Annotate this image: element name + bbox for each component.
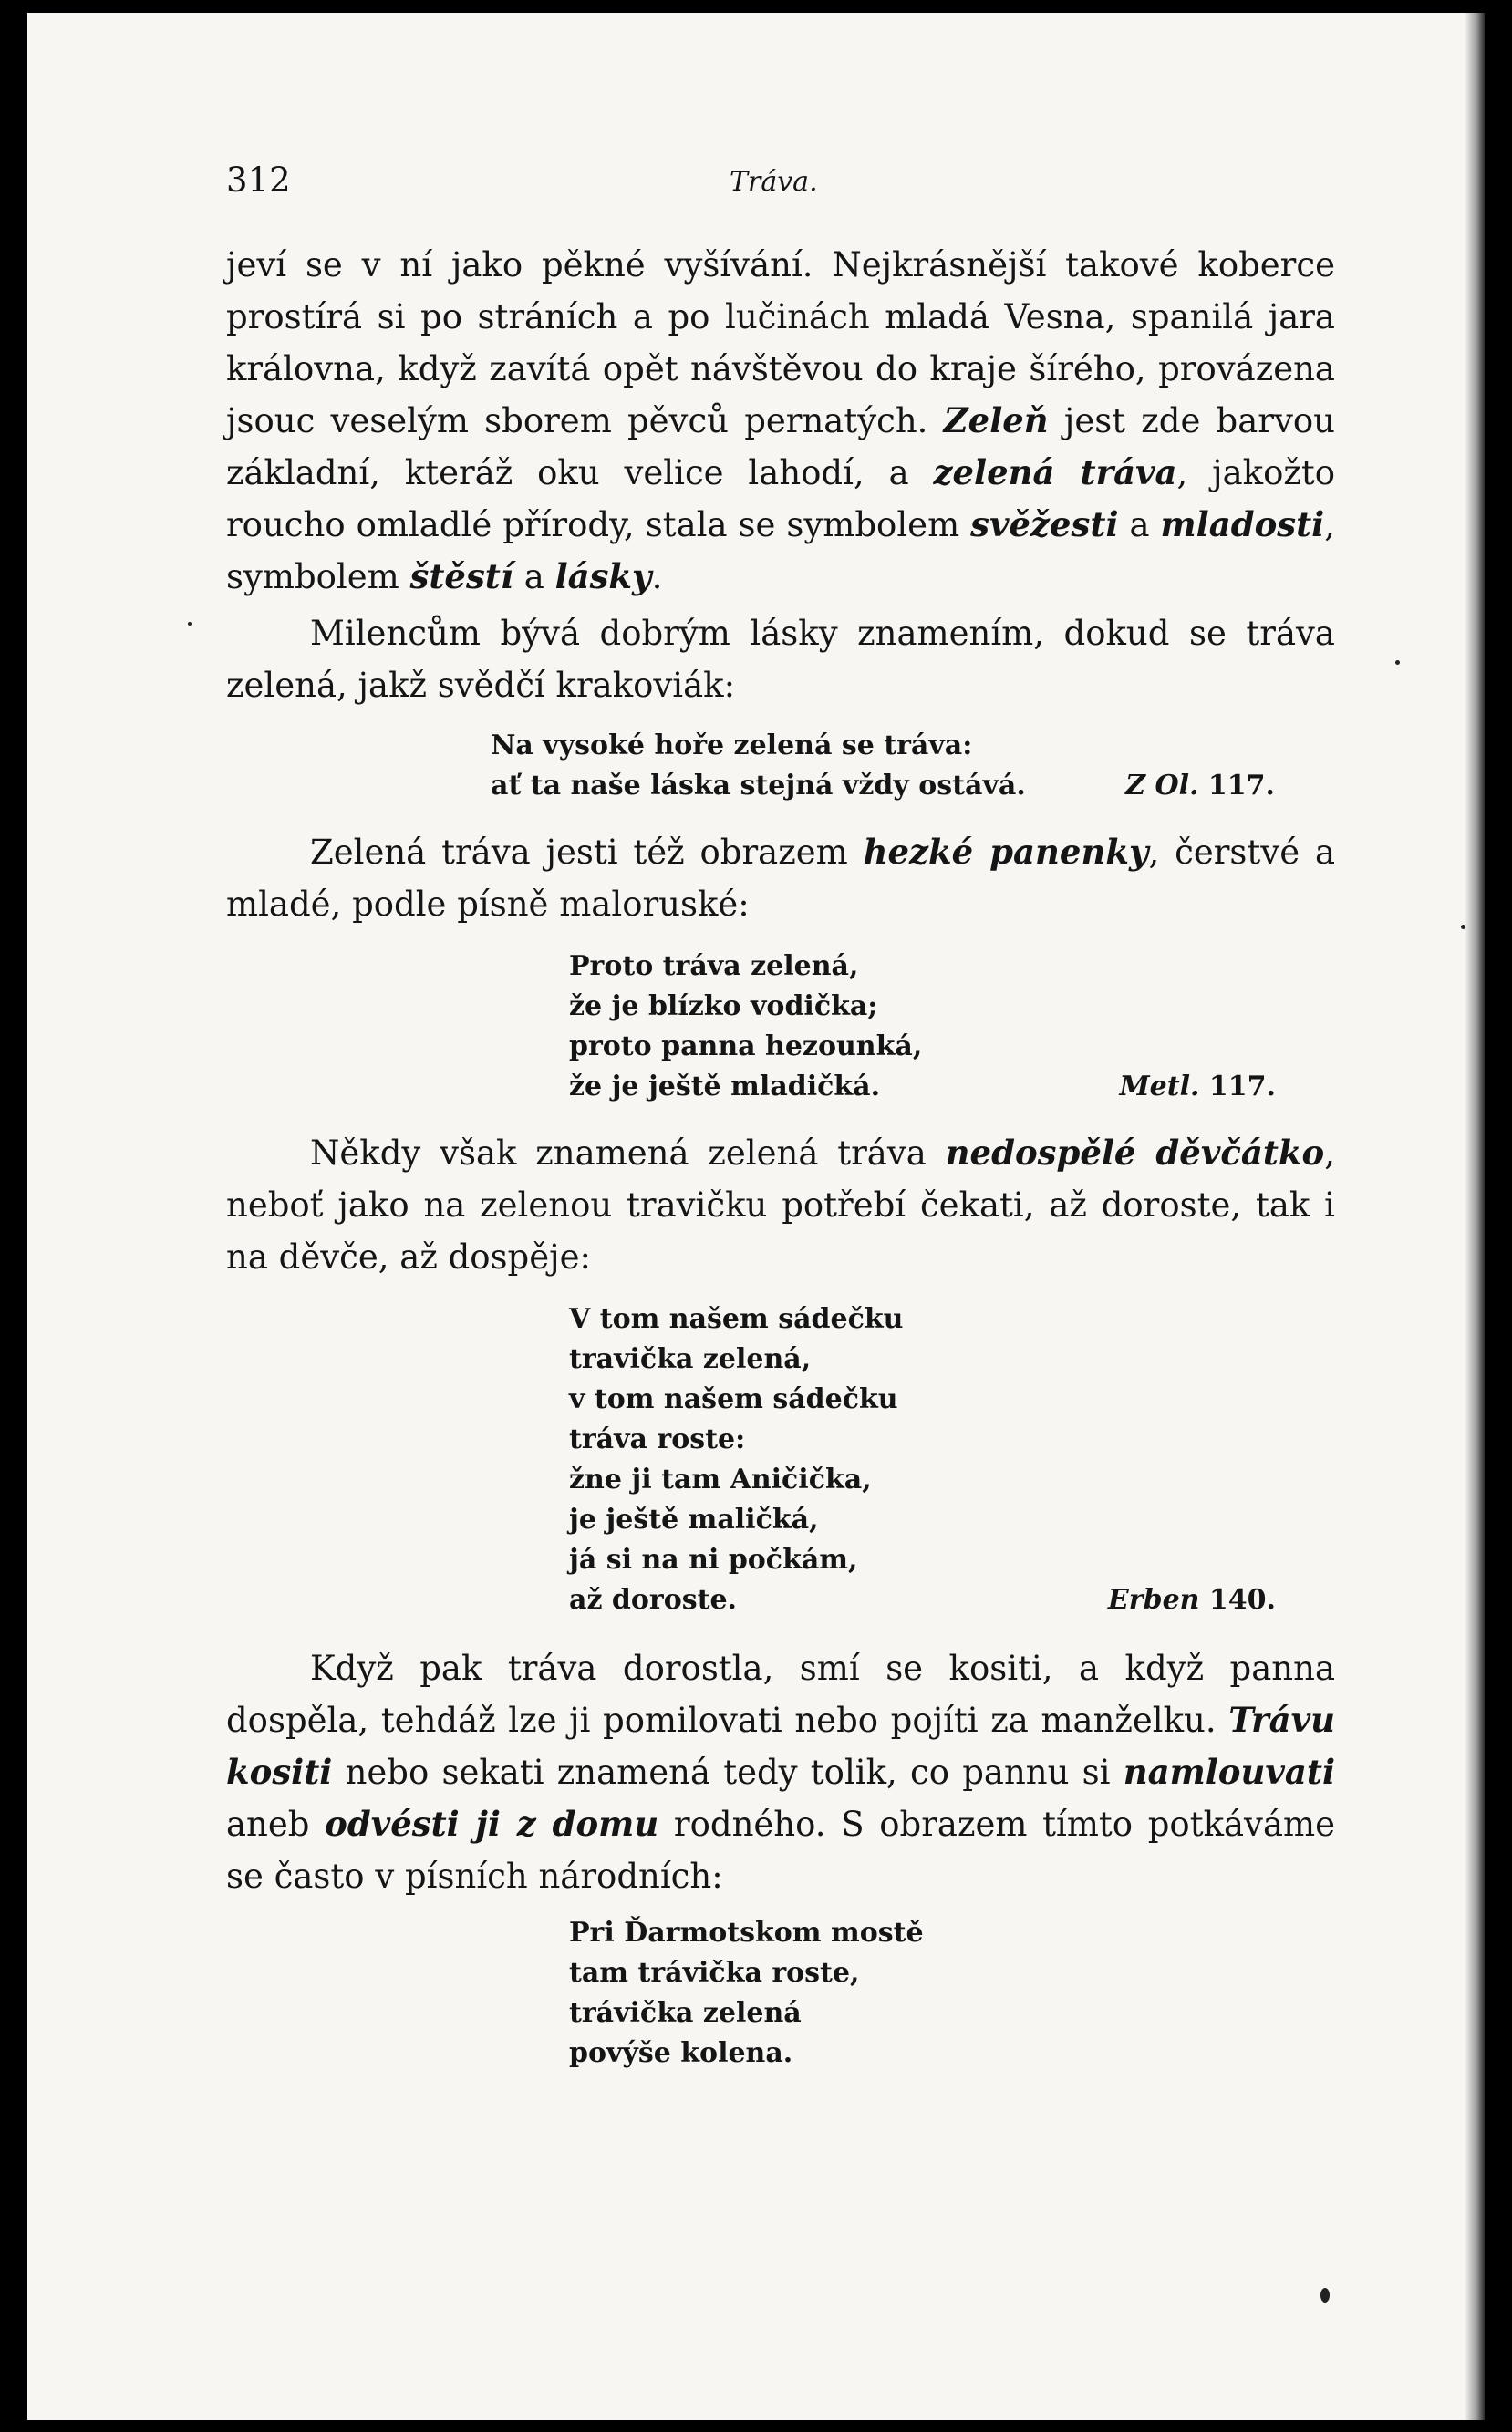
emphasis: lásky	[554, 556, 652, 596]
scan-speck	[1320, 2288, 1330, 2303]
book-page	[27, 13, 1485, 2420]
verse-maloruska	[226, 947, 1335, 1107]
paragraph-3: Zelená tráva jesti též obrazem hezké panenky, čerstvé a mladé, podle písně maloruské:	[226, 832, 1336, 924]
verse-line: V tom našem sádečku	[569, 1303, 904, 1335]
verse-line: žne ji tam Aničička,	[569, 1464, 872, 1495]
verse-line: trávička zelená	[569, 1997, 802, 2029]
emphasis: hezké panenky	[863, 832, 1149, 872]
verse-line: až doroste. Erben 140.	[569, 1580, 1276, 1620]
running-title: Tráva.	[730, 166, 818, 198]
verse-line: je ještě maličká,	[569, 1504, 819, 1536]
verse-line: tráva roste:	[569, 1423, 746, 1455]
verse-source: Z Ol. 117.	[1125, 770, 1275, 802]
emphasis: svěžesti	[970, 504, 1119, 544]
verse-line: že je blízko vodička;	[569, 990, 878, 1022]
verse-slovak	[226, 1913, 1335, 2074]
scan-speck	[1461, 925, 1465, 929]
verse-line: v tom našem sádečku	[569, 1383, 898, 1415]
verse-line: tam trávička roste,	[569, 1957, 860, 1989]
verse-source: Erben 140.	[1107, 1584, 1276, 1616]
verse-line: já si na ni počkám,	[569, 1544, 858, 1576]
verse-krakoviak	[226, 726, 1335, 806]
scan-speck	[1395, 660, 1400, 665]
verse-source: Metl. 117.	[1119, 1071, 1276, 1102]
verse-line: ať ta naše láska stejná vždy ostává. Z Ol. 117.	[491, 766, 1275, 806]
paragraph-2: Milencům bývá dobrým lásky znamením, dokud se tráva zelená, jakž svědčí krakoviák:	[226, 614, 1335, 705]
emphasis: zelená tráva	[933, 452, 1177, 492]
scan-speck	[188, 622, 192, 626]
emphasis: Zeleň	[943, 400, 1049, 440]
emphasis: štěstí	[409, 556, 513, 596]
verse-line: proto panna hezounká,	[569, 1030, 923, 1062]
paragraph-5: Když pak tráva dorostla, smí se kositi, a když panna dospěla, tehdáž lze ji pomilovati nebo pojíti za manželku. Trávu kositi nebo sekati znamená tedy tolik, co pannu si namlouvati aneb odvésti ji z domu rodného. S obrazem tímto potkáváme se často v písních národních:	[226, 1649, 1335, 1896]
scan-edge	[1465, 13, 1485, 2420]
paragraph-1: jeví se v ní jako pěkné vyšívání. Nejkrásnější takové koberce prostírá si po stráních a po lučinách mladá Vesna, spanilá jara královna, když zavítá opět návštěvou do kraje šírého, provázena jsouc veselým sborem pěvců pernatých. Zeleň jest zde barvou základní, kteráž oku velice lahodí, a zelená tráva, jakožto roucho omladlé přírody, stala se symbolem svěžesti a mladosti, symbolem štěstí a lásky.	[226, 245, 1335, 596]
verse-line: Na vysoké hoře zelená se tráva:	[491, 730, 973, 761]
emphasis: namlouvati	[1123, 1752, 1335, 1792]
paragraph-4: Někdy však znamená zelená tráva nedospělé děvčátko, neboť jako na zelenou travičku potřebí čekati, až doroste, tak i na děvče, až dospěje:	[226, 1133, 1336, 1277]
page-number: 312	[226, 160, 291, 200]
verse-erben	[226, 1299, 1335, 1620]
emphasis: nedospělé děvčátko	[945, 1133, 1325, 1173]
emphasis: Trávu kositi	[226, 1700, 1335, 1792]
text-column	[226, 239, 1335, 2074]
verse-line: povýše kolena.	[569, 2037, 793, 2069]
emphasis: mladosti	[1160, 504, 1325, 544]
verse-line: Proto tráva zelená,	[569, 950, 859, 982]
verse-line: Pri Ďarmotskom mostě	[569, 1917, 924, 1949]
verse-line: že je ještě mladičká. Metl. 117.	[569, 1067, 1276, 1107]
verse-line: travička zelená,	[569, 1343, 812, 1375]
emphasis: odvésti ji z domu	[325, 1804, 659, 1844]
